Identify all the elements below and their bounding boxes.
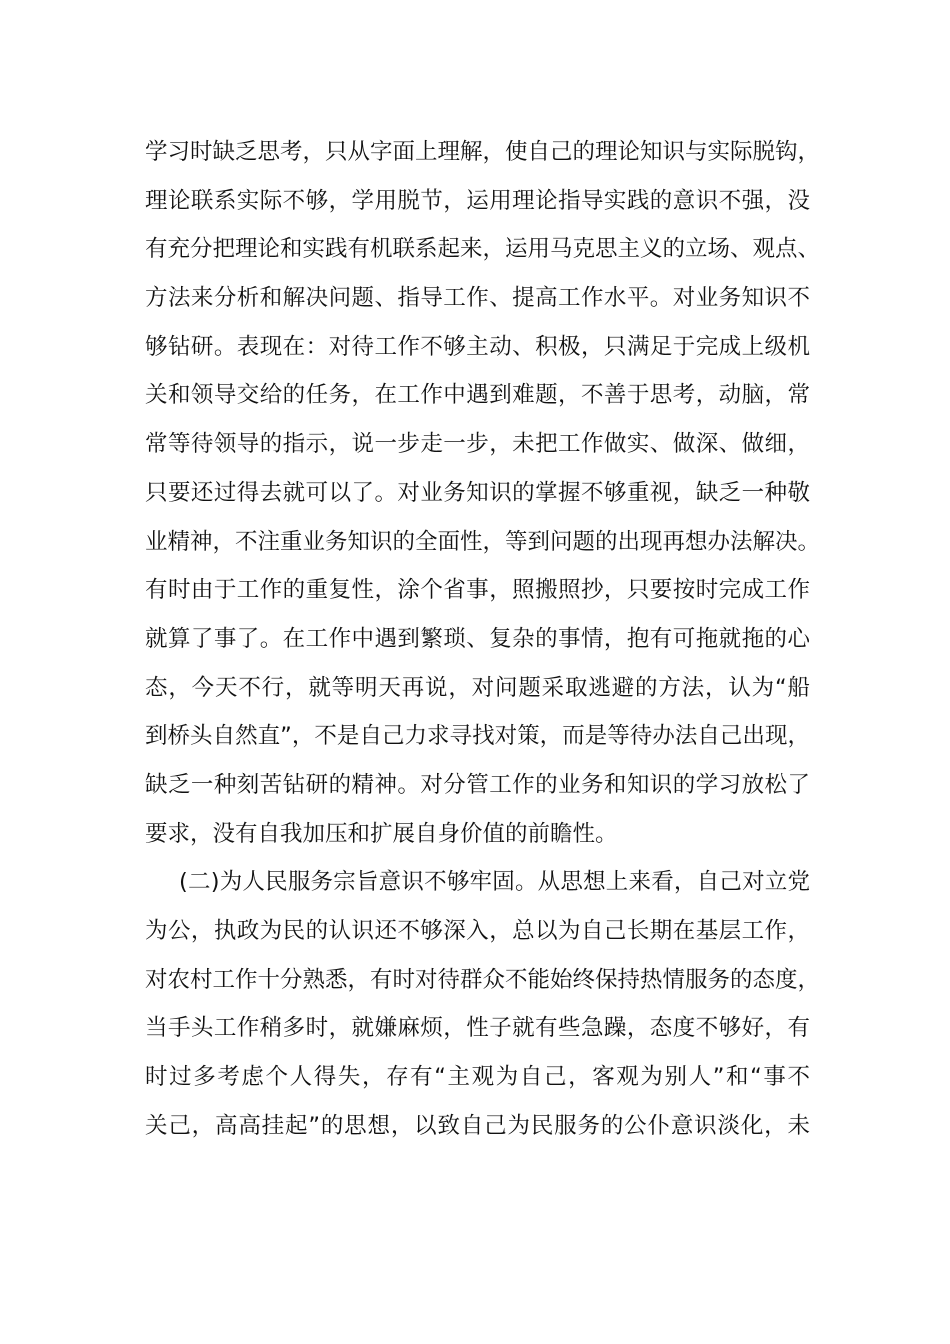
text-line: 对农村工作十分熟悉，有时对待群众不能始终保持热情服务的态度，: [145, 966, 821, 993]
text-line: 当手头工作稍多时，就嫌麻烦，性子就有些急躁，态度不够好，有: [145, 1015, 810, 1042]
text-line: 要求，没有自我加压和扩展自身价值的前瞻性。: [145, 820, 618, 847]
text-line: 缺乏一种刻苦钻研的精神。对分管工作的业务和知识的学习放松了: [145, 771, 810, 798]
text-line: 常等待领导的指示，说一步走一步，未把工作做实、做深、做细，: [145, 431, 810, 458]
text-line: 理论联系实际不够，学用脱节，运用理论指导实践的意识不强，没: [145, 187, 810, 214]
text-line: 就算了事了。在工作中遇到繁琐、复杂的事情，抱有可拖就拖的心: [145, 625, 810, 652]
text-line: 学习时缺乏思考，只从字面上理解，使自己的理论知识与实际脱钩，: [145, 139, 821, 165]
text-line: 够钻研。表现在：对待工作不够主动、积极，只满足于完成上级机: [145, 333, 810, 360]
text-line: 态，今天不行，就等明天再说，对问题采取逃避的方法，认为“船: [145, 674, 810, 701]
text-line: 为公，执政为民的认识还不够深入，总以为自己长期在基层工作，: [145, 918, 810, 944]
text-line: 只要还过得去就可以了。对业务知识的掌握不够重视，缺乏一种敬: [145, 479, 810, 506]
text-line: 方法来分析和解决问题、指导工作、提高工作水平。对业务知识不: [145, 285, 810, 312]
text-line: 有时由于工作的重复性，涂个省事，照搬照抄，只要按时完成工作: [145, 577, 810, 604]
text-line: 关己，高高挂起”的思想，以致自己为民服务的公仆意识淡化，未: [145, 1112, 810, 1139]
body-text: [145, 128, 821, 1150]
section-heading-line: (二)为人民服务宗旨意识不够牢固。从思想上来看，自己对立党: [179, 869, 810, 896]
text-line: 关和领导交给的任务，在工作中遇到难题，不善于思考，动脑，常: [145, 382, 810, 409]
text-line: 业精神，不注重业务知识的全面性，等到问题的出现再想办法解决。: [145, 528, 821, 555]
text-line: 时过多考虑个人得失，存有“主观为自己，客观为别人”和“事不: [145, 1064, 810, 1091]
text-line: 到桥头自然直”，不是自己力求寻找对策，而是等待办法自己出现，: [145, 723, 810, 750]
text-line: 有充分把理论和实践有机联系起来，运用马克思主义的立场、观点、: [145, 236, 821, 263]
